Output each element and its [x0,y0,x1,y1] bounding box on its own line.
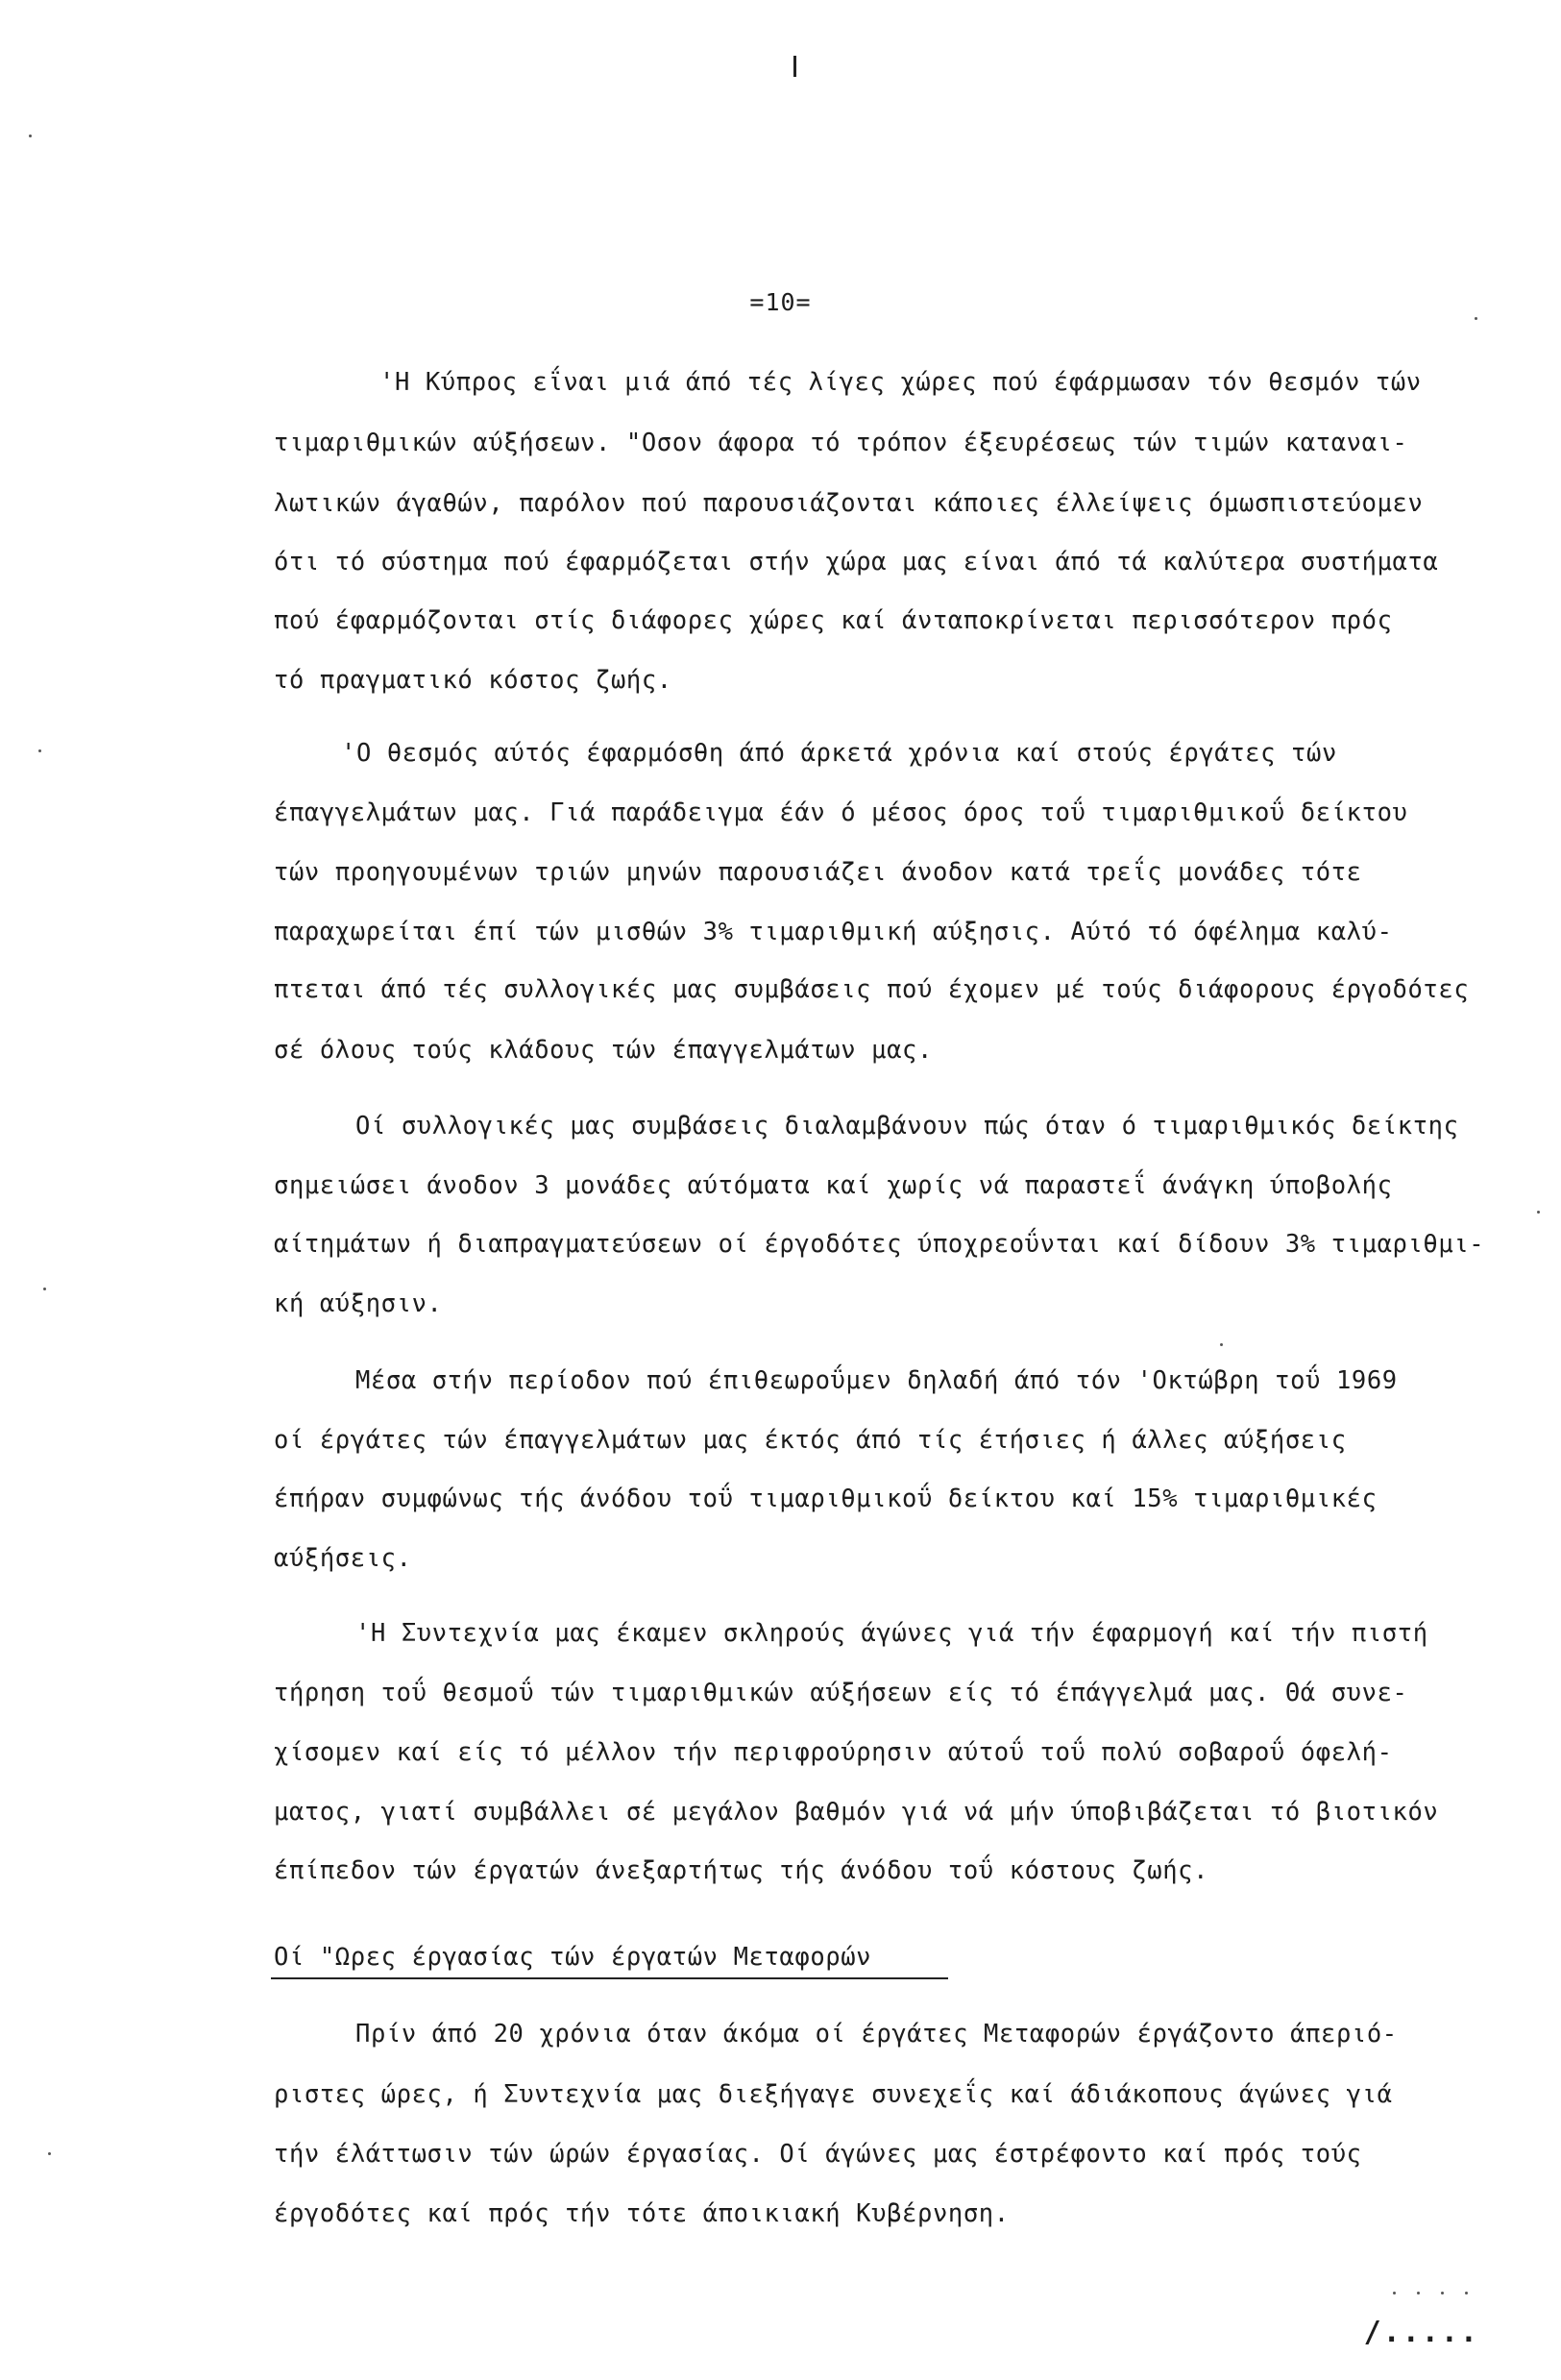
paragraph-2-line-1: 'Ο θεσμός αύτός έφαρμόσθη άπό άρκετά χρόνια καί στούς έργάτες τών [341,739,1337,768]
paragraph-4-line-1: Μέσα στήν περίοδον πού έπιθεωροΰμεν δηλαδή άπό τόν 'Οκτώβρη τοΰ 1969 [355,1366,1398,1395]
scan-speck [43,1288,46,1290]
paragraph-1-line-1: 'Η Κύπρος εΐναι μιά άπό τές λίγες χώρες πού έφάρμωσαν τόν θεσμόν τών [379,368,1422,397]
continuation-mark: /..... [1363,2316,1479,2349]
paragraph-5-line-2: τήρηση τοΰ θεσμοΰ τών τιμαριθμικών αύξήσεων είς τό έπάγγελμά μας. Θά συνε- [274,1679,1408,1707]
paragraph-2-line-3: τών προηγουμένων τριών μηνών παρουσιάζει άνοδον κατά τρεΐς μονάδες τότε [274,858,1362,887]
page-number: =10= [749,288,812,316]
paragraph-3-line-1: Οί συλλογικές μας συμβάσεις διαλαμβάνουν πώς όταν ό τιμαριθμικός δείκτης [355,1112,1459,1141]
scan-speck [1465,2292,1468,2294]
paragraph-2-line-5: πτεται άπό τές συλλογικές μας συμβάσεις πού έχομεν μέ τούς διάφορους έργοδότες [274,975,1470,1004]
section-paragraph-line-1: Πρίν άπό 20 χρόνια όταν άκόμα οί έργάτες Μεταφορών έργάζοντο άπεριό- [355,2020,1398,2049]
paragraph-5-line-5: έπίπεδον τών έργατών άνεξαρτήτως τής άνόδου τοΰ κόστους ζωής. [274,1856,1209,1885]
section-paragraph-line-3: τήν έλάττωσιν τών ώρών έργασίας. Οί άγώνες μας έστρέφοντο καί πρός τούς [274,2140,1362,2169]
paragraph-4-line-4: αύξήσεις. [274,1544,412,1573]
paragraph-1-line-5: πού έφαρμόζονται στίς διάφορες χώρες καί άνταποκρίνεται περισσότερον πρός [274,606,1393,635]
paragraph-1-line-6: τό πραγματικό κόστος ζωής. [274,666,672,695]
paragraph-3-line-2: σημειώσει άνοδον 3 μονάδες αύτόματα καί χωρίς νά παραστεΐ άνάγκη ύποβολής [274,1171,1393,1200]
scan-speck [48,2152,51,2155]
paragraph-2-line-2: έπαγγελμάτων μας. Γιά παράδειγμα έάν ό μέσος όρος τοΰ τιμαριθμικοΰ δείκτου [274,798,1408,827]
paragraph-1-line-3: λωτικών άγαθών, παρόλον πού παρουσιάζονται κάποιες έλλείψεις όμωσπιστεύομεν [274,489,1424,518]
scan-speck [1441,2292,1444,2294]
paragraph-5-line-1: 'Η Συντεχνία μας έκαμεν σκληρούς άγώνες γιά τήν έφαρμογή καί τήν πιστή [355,1619,1428,1648]
scan-speck [1417,2292,1420,2294]
scan-speck [1393,2292,1396,2294]
paragraph-2-line-6: σέ όλους τούς κλάδους τών έπαγγελμάτων μας. [274,1036,933,1065]
paragraph-4-line-2: οί έργάτες τών έπαγγελμάτων μας έκτός άπό τίς έτήσιες ή άλλες αύξήσεις [274,1426,1347,1455]
paragraph-1-line-4: ότι τό σύστημα πού έφαρμόζεται στήν χώρα μας είναι άπό τά καλύτερα συστήματα [274,548,1439,577]
section-heading-underline [271,1977,948,1979]
scan-speck [29,135,32,137]
section-heading: Οί "Ωρες έργασίας τών έργατών Μεταφορών [274,1943,872,1972]
scan-speck [1220,1343,1223,1346]
paragraph-1-line-2: τιμαριθμικών αύξήσεων. "Οσον άφορα τό τρόπον έξευρέσεως τών τιμών καταναι- [274,429,1408,457]
section-paragraph-line-2: ριστες ώρες, ή Συντεχνία μας διεξήγαγε συνεχεΐς καί άδιάκοπους άγώνες γιά [274,2080,1393,2109]
section-paragraph-line-4: έργοδότες καί πρός τήν τότε άποικιακή Κυβέρνηση. [274,2199,1010,2228]
paragraph-2-line-4: παραχωρείται έπί τών μισθών 3% τιμαριθμική αύξησις. Αύτό τό όφέλημα καλύ- [274,918,1393,946]
scan-speck [38,749,41,752]
paragraph-3-line-3: αίτημάτων ή διαπραγματεύσεων οί έργοδότες ύποχρεοΰνται καί δίδουν 3% τιμαριθμι- [274,1230,1485,1259]
top-margin-mark [793,56,796,77]
paragraph-3-line-4: κή αύξησιν. [274,1289,443,1318]
paragraph-4-line-3: έπήραν συμφώνως τής άνόδου τοΰ τιμαριθμικοΰ δείκτου καί 15% τιμαριθμικές [274,1484,1378,1513]
paragraph-5-line-4: ματος, γιατί συμβάλλει σέ μεγάλον βαθμόν γιά νά μήν ύποβιβάζεται τό βιοτικόν [274,1798,1439,1827]
scan-speck [1475,317,1477,320]
scan-speck [1537,1211,1540,1214]
paragraph-5-line-3: χίσομεν καί είς τό μέλλον τήν περιφρούρησιν αύτοΰ τοΰ πολύ σοβαροΰ όφελή- [274,1738,1393,1767]
